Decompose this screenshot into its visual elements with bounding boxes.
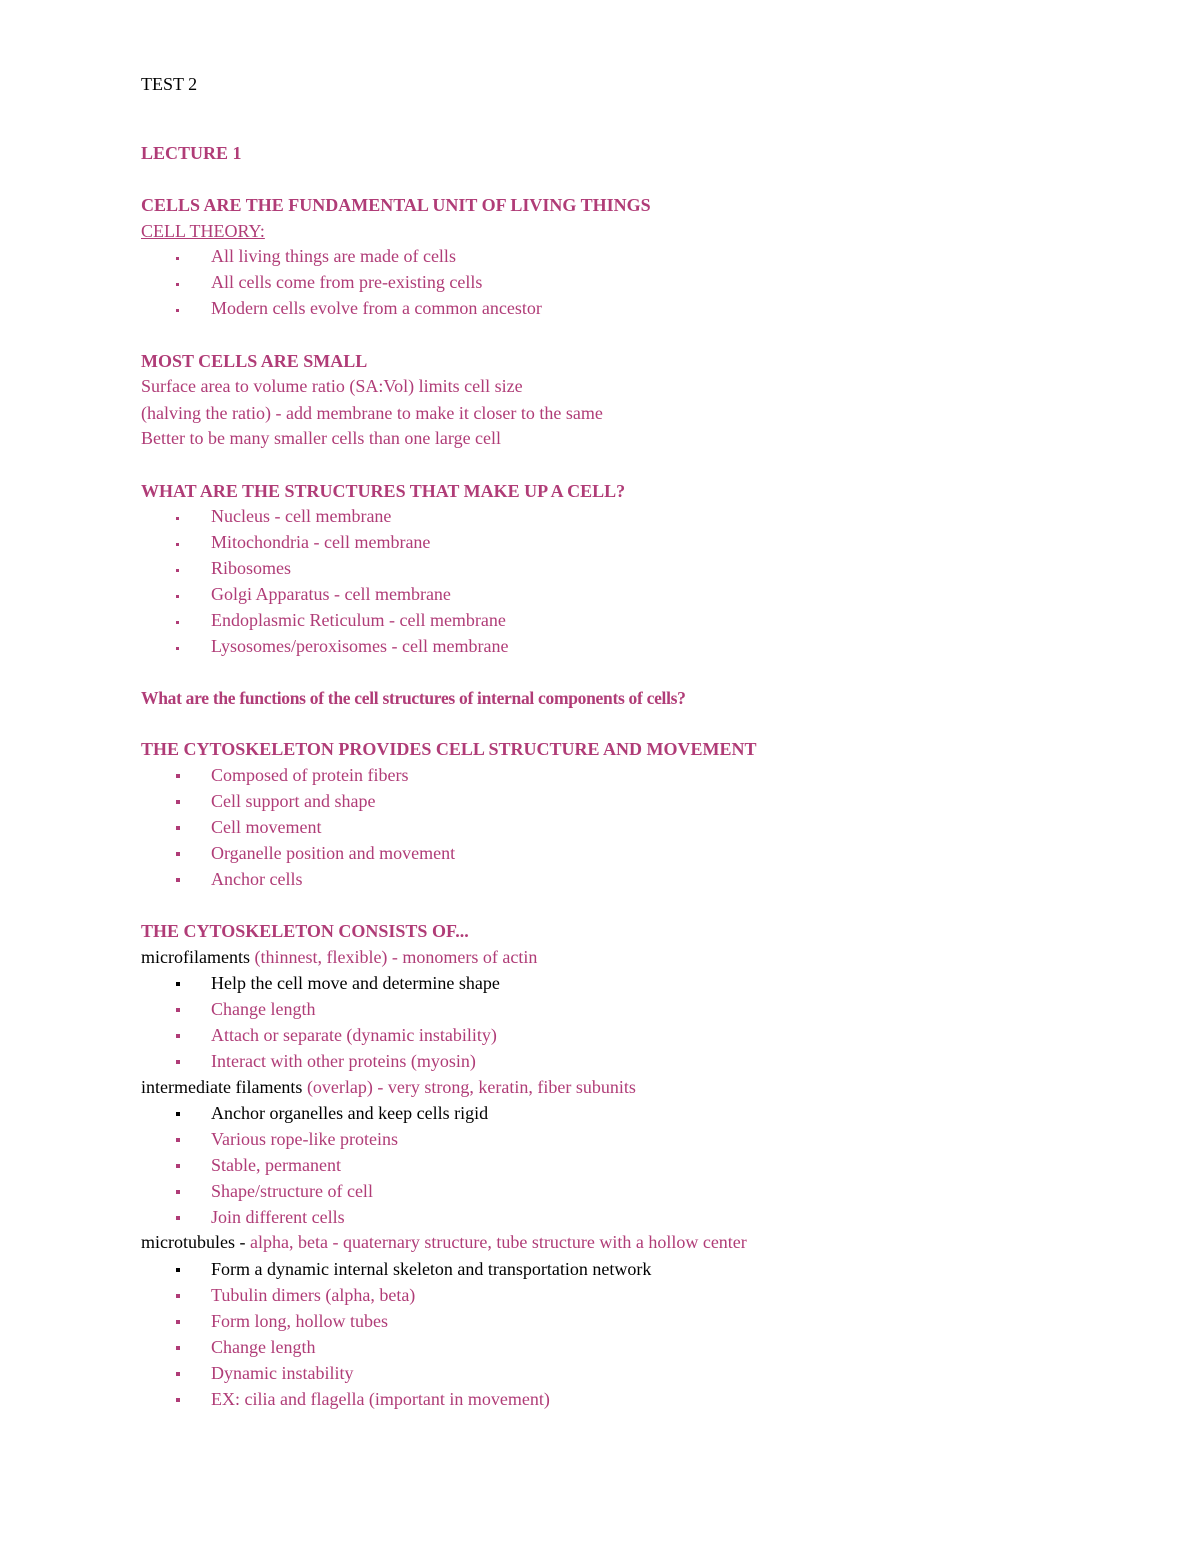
doc-title: TEST 2 (141, 74, 198, 94)
term-line (141, 1076, 636, 1098)
list-item: All cells come from pre-existing cells (211, 272, 483, 292)
list-item: Form long, hollow tubes (211, 1311, 389, 1331)
section-subheading: CELL THEORY: (141, 221, 265, 241)
bullet-dot (176, 647, 179, 650)
list-item: Form a dynamic internal skeleton and transportation network (211, 1259, 652, 1279)
term-line (141, 1231, 747, 1253)
bullet-square (176, 1008, 180, 1012)
bullet-square (176, 1398, 180, 1402)
section-heading: MOST CELLS ARE SMALL (141, 351, 368, 371)
bullet-square (176, 774, 180, 778)
term-line (141, 946, 537, 968)
bullet-square (176, 1372, 180, 1376)
bullet-dot (176, 569, 179, 572)
bullet-square (176, 826, 180, 830)
bullet-dot (176, 621, 179, 624)
bullet-square (176, 852, 180, 856)
body-line: Surface area to volume ratio (SA:Vol) limits cell size (141, 376, 523, 396)
list-item: Interact with other proteins (myosin) (211, 1051, 476, 1071)
list-item: Modern cells evolve from a common ancestor (211, 298, 542, 318)
section-heading: THE CYTOSKELETON PROVIDES CELL STRUCTURE AND MOVEMENT (141, 739, 757, 759)
bullet-square (176, 878, 180, 882)
list-item: Endoplasmic Reticulum - cell membrane (211, 610, 506, 630)
list-item: Composed of protein fibers (211, 765, 409, 785)
bullet-square (176, 1294, 180, 1298)
list-item: Join different cells (211, 1207, 345, 1227)
list-item: All living things are made of cells (211, 246, 456, 266)
term: microfilaments (141, 947, 250, 967)
body-line: Better to be many smaller cells than one large cell (141, 428, 502, 448)
list-item: Golgi Apparatus - cell membrane (211, 584, 451, 604)
bullet-square (176, 982, 180, 986)
term: intermediate filaments (141, 1077, 303, 1097)
bullet-dot (176, 543, 179, 546)
bullet-square (176, 1034, 180, 1038)
list-item: Help the cell move and determine shape (211, 973, 500, 993)
list-item: Various rope-like proteins (211, 1129, 398, 1149)
list-item: Change length (211, 1337, 316, 1357)
list-item: Ribosomes (211, 558, 292, 578)
list-item: Organelle position and movement (211, 843, 456, 863)
bullet-square (176, 1346, 180, 1350)
bullet-square (176, 1190, 180, 1194)
term-description: (thinnest, flexible) - monomers of actin (249, 947, 538, 967)
section-heading: CELLS ARE THE FUNDAMENTAL UNIT OF LIVING THINGS (141, 195, 651, 215)
bullet-square (176, 1060, 180, 1064)
section-heading: WHAT ARE THE STRUCTURES THAT MAKE UP A CELL? (141, 481, 626, 501)
section-heading: THE CYTOSKELETON CONSISTS OF... (141, 921, 469, 941)
list-item: Change length (211, 999, 316, 1019)
bullet-dot (176, 517, 179, 520)
list-item: Lysosomes/peroxisomes - cell membrane (211, 636, 509, 656)
bullet-square (176, 1112, 180, 1116)
bullet-square (176, 1216, 180, 1220)
bullet-square (176, 1320, 180, 1324)
term-description: alpha, beta - quaternary structure, tube structure with a hollow center (245, 1232, 747, 1252)
list-item: Shape/structure of cell (211, 1181, 373, 1201)
bullet-dot (176, 595, 179, 598)
bullet-dot (176, 283, 179, 286)
term-description: (overlap) - very strong, keratin, fiber subunits (302, 1077, 636, 1097)
body-line: (halving the ratio) - add membrane to make it closer to the same (141, 403, 603, 423)
bullet-dot (176, 257, 179, 260)
list-item: Dynamic instability (211, 1363, 354, 1383)
bullet-square (176, 1138, 180, 1142)
bullet-square (176, 1164, 180, 1168)
lecture-heading: LECTURE 1 (141, 143, 242, 163)
list-item: Cell support and shape (211, 791, 376, 811)
list-item: Anchor organelles and keep cells rigid (211, 1103, 489, 1123)
bullet-dot (176, 309, 179, 312)
list-item: Cell movement (211, 817, 322, 837)
list-item: Attach or separate (dynamic instability) (211, 1025, 497, 1045)
list-item: EX: cilia and flagella (important in movement) (211, 1389, 550, 1409)
bullet-square (176, 800, 180, 804)
list-item: Anchor cells (211, 869, 303, 889)
list-item: Tubulin dimers (alpha, beta) (211, 1285, 416, 1305)
list-item: Stable, permanent (211, 1155, 341, 1175)
list-item: Mitochondria - cell membrane (211, 532, 431, 552)
list-item: Nucleus - cell membrane (211, 506, 392, 526)
term: microtubules - (141, 1232, 246, 1252)
bullet-square (176, 1268, 180, 1272)
question-line: What are the functions of the cell structures of internal components of cells? (141, 688, 686, 708)
